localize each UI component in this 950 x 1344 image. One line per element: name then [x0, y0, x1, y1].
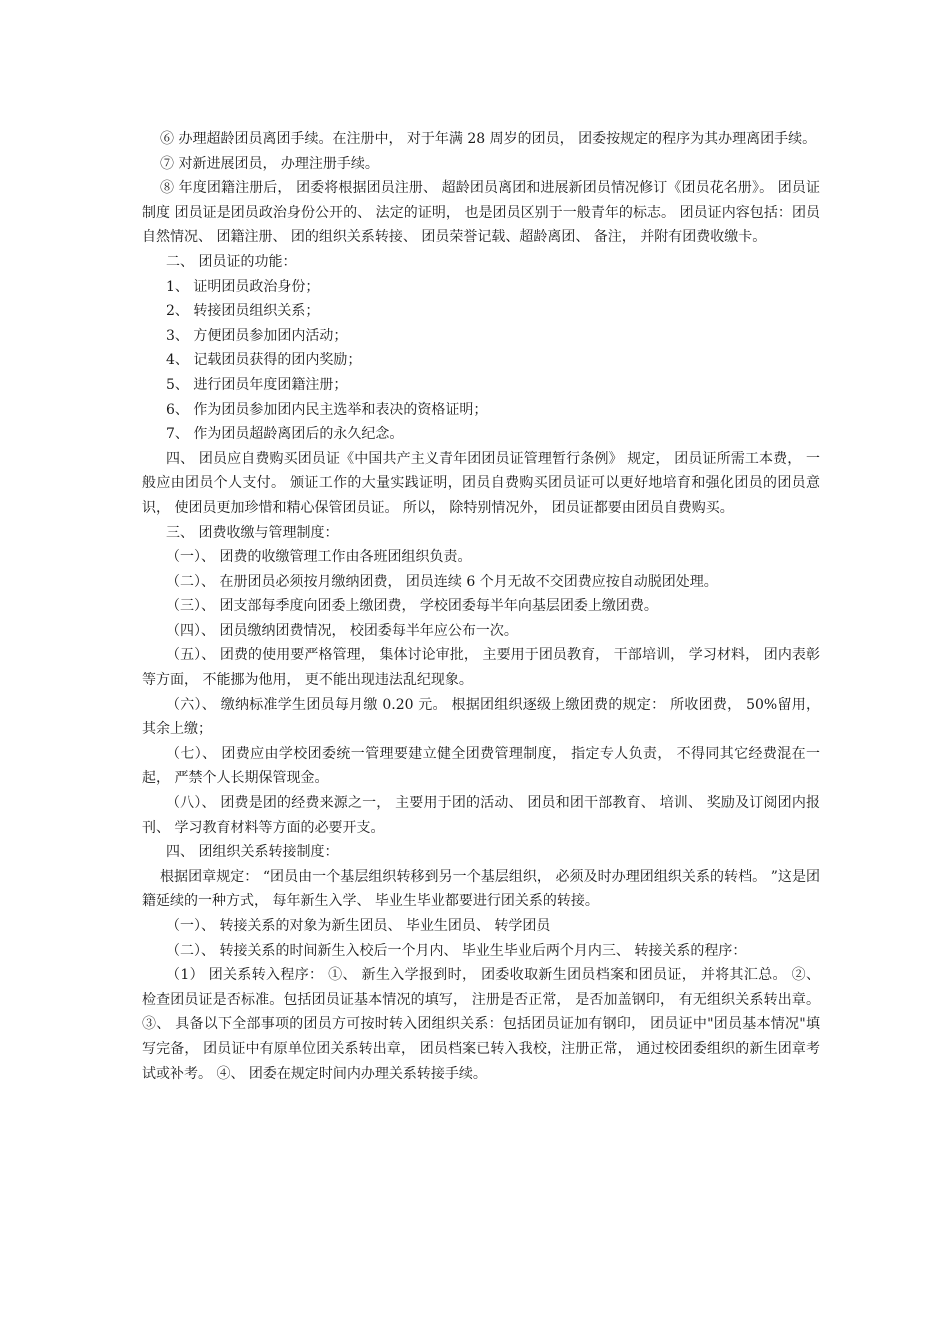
- paragraph: ⑦ 对新进展团员， 办理注册手续。: [160, 155, 379, 172]
- paragraph: 5、 进行团员年度团籍注册；: [166, 376, 348, 393]
- paragraph: 四、 团组织关系转接制度：: [166, 844, 339, 861]
- paragraph: 三、 团费收缴与管理制度：: [166, 524, 339, 541]
- paragraph: （二）、 转接关系的时间新生入校后一个月内、 毕业生毕业后两个月内三、 转接关系的程序：: [166, 942, 747, 959]
- paragraph: 二、 团员证的功能：: [166, 253, 297, 270]
- paragraph: （一）、 转接关系的对象为新生团员、 毕业生团员、 转学团员: [166, 918, 551, 934]
- paragraph: 3、 方便团员参加团内活动；: [166, 327, 348, 344]
- paragraph: （八）、 团费是团的经费来源之一， 主要用于团的活动、 团员和团干部教育、 培训、 奖励及订阅团内报刊、 学习教育材料等方面的必要开支。: [142, 795, 820, 836]
- paragraph: 6、 作为团员参加团内民主选举和表决的资格证明；: [166, 401, 488, 418]
- paragraph: 1、 证明团员政治身份；: [166, 278, 320, 295]
- paragraph: 四、 团员应自费购买团员证《中国共产主义青年团团员证管理暂行条例》 规定， 团员证所需工本费， 一般应由团员个人支付。 颁证工作的大量实践证明，团员自费购买团员证可以更好地培育和强化团员的团员意识， 使团员更加珍惜和精心保管团员证。 所以， 除特别情况外， 团员证都要由团员自费购买。: [142, 450, 820, 516]
- paragraph: ⑧ 年度团籍注册后， 团委将根据团员注册、 超龄团员离团和进展新团员情况修订《团员花名册》。 团员证制度 团员证是团员政治身份公开的、 法定的证明， 也是团员区别于一般青年的标志。 团员证内容包括：团员自然情况、 团籍注册、 团的组织关系转接、 团员荣誉记载、超龄离团、 备注， 并附有团费收缴卡。: [142, 180, 820, 246]
- paragraph: 根据团章规定： “团员由一个基层组织转移到另一个基层组织， 必须及时办理团组织关系的转档。 ”这是团籍延续的一种方式， 每年新生入学、 毕业生毕业都要进行团关系的转接。: [142, 868, 820, 910]
- paragraph: （二）、 在册团员必须按月缴纳团费， 团员连续 6 个月无故不交团费应按自动脱团处理。: [166, 573, 718, 590]
- paragraph: （五）、 团费的使用要严格管理， 集体讨论审批， 主要用于团员教育， 干部培训， 学习材料， 团内表彰等方面， 不能挪为他用， 更不能出现违法乱纪现象。: [142, 647, 820, 689]
- paragraph: 2、 转接团员组织关系；: [166, 303, 320, 320]
- paragraph: （四）、 团员缴纳团费情况， 校团委每半年应公布一次。: [166, 622, 518, 639]
- paragraph: （1） 团关系转入程序： ①、 新生入学报到时， 团委收取新生团员档案和团员证， 并将其汇总。 ②、 检查团员证是否标准。包括团员证基本情况的填写， 注册是否正常， 是否加盖钢印， 有无组织关系转出章。 ③、 具备以下全部事项的团员方可按时转入团组织关系：包括团员证加有钢印， 团员证中"团员基本情况"填写完备， 团员证中有原单位团关系转出章， 团员档案已转入我校，注册正常， 通过校团委组织的新生团章考试或补考。 ④、 团委在规定时间内办理关系转接手续。: [142, 967, 820, 1082]
- paragraph: （六）、 缴纳标准学生团员每月缴 0.20 元。 根据团组织逐级上缴团费的规定： 所收团费， 50%留用， 其余上缴；: [142, 696, 820, 738]
- paragraph: （一）、 团费的收缴管理工作由各班团组织负责。: [166, 549, 472, 566]
- paragraph: （三）、 团支部每季度向团委上缴团费， 学校团委每半年向基层团委上缴团费。: [166, 598, 658, 615]
- paragraph: ⑥ 办理超龄团员离团手续。在注册中， 对于年满 28 周岁的团员， 团委按规定的程序为其办理离团手续。: [160, 131, 817, 147]
- paragraph: （七）、 团费应由学校团委统一管理要建立健全团费管理制度， 指定专人负责， 不得同其它经费混在一起， 严禁个人长期保管现金。: [142, 745, 820, 787]
- paragraph: 7、 作为团员超龄离团后的永久纪念。: [166, 426, 404, 443]
- paragraph: 4、 记载团员获得的团内奖励；: [166, 352, 362, 369]
- document-page: [142, 127, 820, 1086]
